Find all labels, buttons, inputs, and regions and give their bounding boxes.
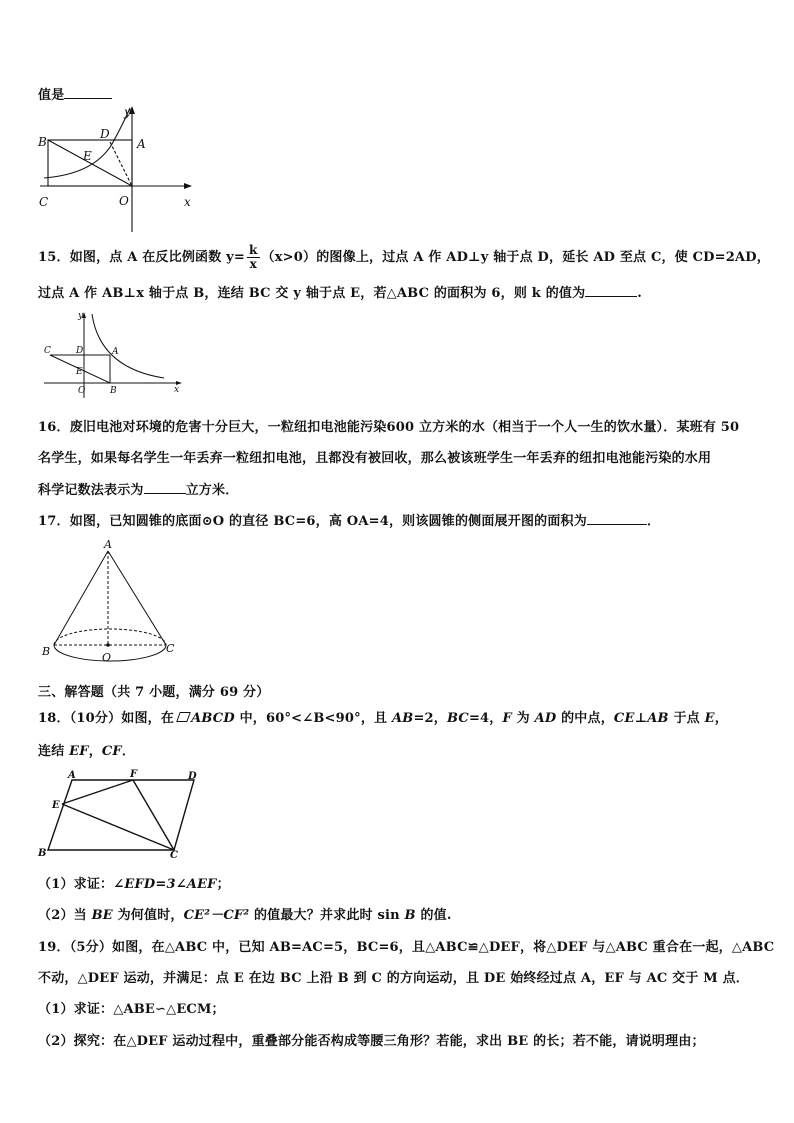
q19-line2: 不动，△DEF 运动，并满足：点 E 在边 BC 上沿 B 到 C 的方向运动，且 DE 始终经过点 A，EF 与 AC 交于 M 点．: [38, 971, 749, 986]
q15-line2: 过点 A 作 AB⊥x 轴于点 B，连结 BC 交 y 轴于点 E，若△ABC 的面积为 6，则 k 的值为 .: [38, 286, 643, 301]
label-b: B: [110, 386, 117, 396]
q16-line3: 科学记数法表示为 立方米．: [38, 483, 239, 498]
q16-line2: 名学生，如果每名学生一年丢弃一粒纽扣电池，且都没有被回收，那么被该班学生一年丢弃的纽扣电池能污染的水用: [38, 451, 712, 466]
q18-line2: 连结 EF，CF．: [38, 744, 136, 759]
q17-line: 17．如图，已知圆锥的底面⊙O 的直径 BC=6，高 OA=4，则该圆锥的侧面展开图的面积为 ．: [38, 514, 661, 529]
q16-line1: 16．废旧电池对环境的危害十分巨大，一粒纽扣电池能污染600 立方米的水（相当于一个人一生的饮水量）．某班有 50: [38, 420, 740, 435]
label-e: E: [76, 367, 83, 377]
q15-line1: 15．如图，点 A 在反比例函数 y= $\frac{k}{x}$ （x>0）的图像上，过点 A 作 AD⊥y 轴于点 D，延长 AD 至点 C，使 CD=2AD，: [38, 243, 770, 271]
label-e: E: [52, 800, 60, 811]
figure-q17-cone: [38, 535, 188, 667]
label-x: x: [184, 195, 191, 209]
label-y: y: [78, 311, 84, 321]
fraction-k-over-x: $\frac{k}{x}$: [249, 243, 258, 271]
segment-ec: [62, 804, 174, 850]
label-e: E: [83, 149, 92, 163]
label-b: B: [38, 848, 47, 859]
parallelogram-symbol: [176, 712, 191, 722]
diagonal-bo: [48, 140, 132, 186]
q18-sub2: （2）当 BE 为何值时，CE²－CF² 的值最大？并求此时 sin B 的值.: [38, 908, 452, 923]
label-d: D: [76, 346, 84, 356]
hyperbola: [92, 314, 164, 378]
base-back-arc: [54, 629, 166, 645]
label-o: O: [78, 386, 86, 396]
label-o: O: [102, 651, 112, 664]
label-a: A: [137, 137, 146, 151]
q18-sub1: （1）求证：∠EFD=3∠AEF；: [38, 877, 230, 892]
label-b: B: [42, 645, 51, 658]
label-a: A: [112, 347, 119, 357]
segment-ef: [62, 780, 133, 804]
section-title: 三、解答题（共 7 小题，满分 69 分）: [38, 685, 270, 700]
q19-line1: 19．（5分）如图，在△ABC 中，已知 AB=AC=5，BC=6，且△ABC≌△DEF，将△DEF 与△ABC 重合在一起，△ABC: [38, 940, 775, 955]
curve: [44, 108, 130, 178]
figure-q18: [34, 768, 206, 860]
label-x: x: [174, 385, 180, 395]
answer-blank: [64, 86, 112, 99]
label-y: y: [124, 105, 131, 119]
label-f: F: [130, 769, 138, 780]
label-b: B: [38, 135, 47, 149]
x-axis-arrow: [184, 183, 192, 189]
label-d: D: [188, 771, 197, 782]
q19-sub1: （1）求证：△ABE∽△ECM；: [38, 1002, 225, 1017]
label-a: A: [68, 770, 76, 781]
label-c: C: [44, 346, 51, 356]
label-c: C: [166, 642, 175, 655]
figure-q14: [34, 104, 204, 234]
answer-blank: [144, 481, 186, 494]
answer-blank: [585, 284, 637, 297]
label-c: C: [170, 850, 178, 860]
center-o-dot: [106, 643, 110, 647]
q14-tail: 值是: [38, 84, 112, 103]
answer-blank: [587, 512, 647, 525]
label-d: D: [100, 127, 110, 141]
label-c: C: [39, 195, 49, 209]
segment-fc: [133, 780, 174, 850]
q19-sub2: （2）探究：在△DEF 运动过程中，重叠部分能否构成等腰三角形？若能，求出 BE 的长；若不能，请说明理由；: [38, 1034, 705, 1049]
parallelogram-abcd: [48, 780, 194, 850]
q18-line1: 18．（10分）如图，在 ABCD 中，60°<∠B<90°，且 AB=2，BC=4，F 为 AD 的中点，CE⊥AB 于点 E，: [38, 711, 728, 726]
figure-q15: [40, 308, 190, 400]
label-o: O: [119, 194, 129, 208]
label-a: A: [104, 538, 112, 551]
